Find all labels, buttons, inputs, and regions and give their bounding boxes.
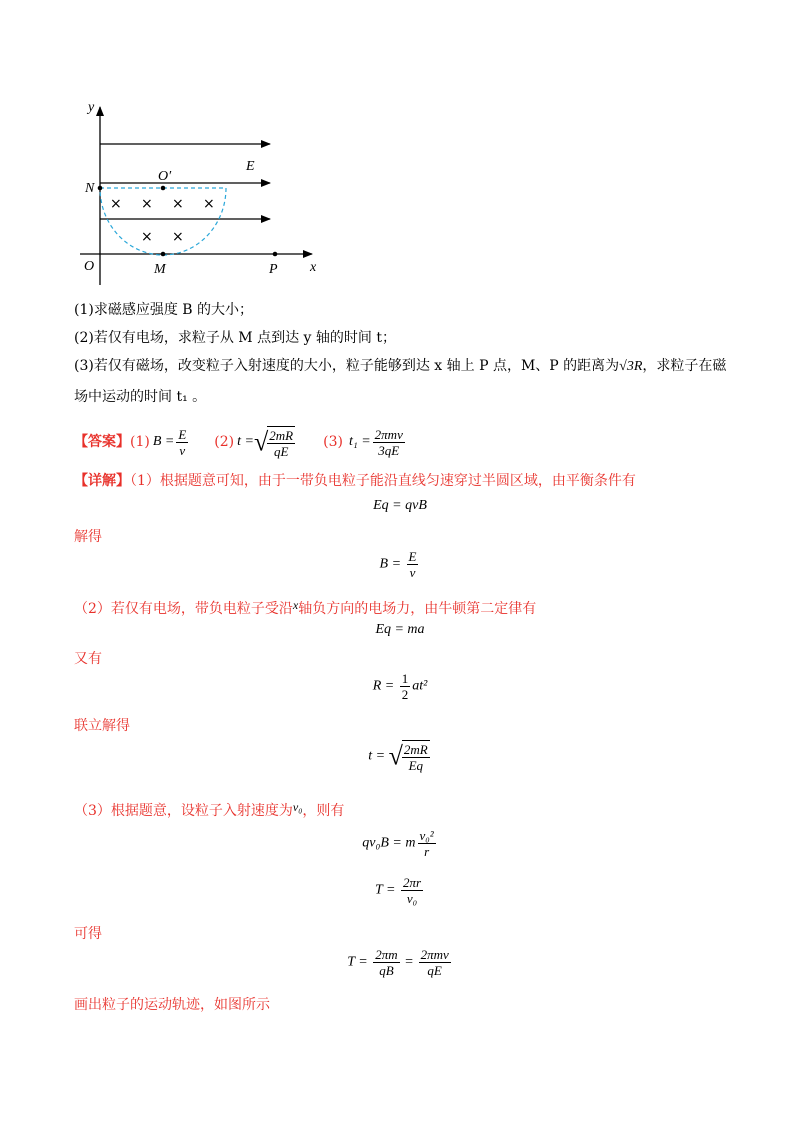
physics-diagram: [70, 95, 330, 290]
solution-step-1: （1）根据题意可知，由于一带负电粒子能沿直线匀速穿过半圆区域，由平衡条件有: [130, 473, 636, 489]
solution-line-1: [74, 471, 636, 491]
question-3-text-end: ，求粒子在磁: [642, 358, 727, 374]
equation-lhs: T =: [374, 882, 396, 898]
answer-2-tag: (2): [214, 434, 235, 450]
field-cross: ×: [141, 229, 153, 245]
text-youyou: 又有: [74, 651, 102, 667]
field-cross: ×: [172, 196, 184, 212]
equation-8: [0, 947, 800, 978]
solution-step-3-text-end: ，则有: [302, 803, 345, 819]
text-jiede: 解得: [74, 529, 102, 545]
equation-lhs: T =: [347, 954, 368, 970]
answer-1-lhs: B =: [152, 434, 175, 449]
equation-lhs: B =: [379, 556, 402, 572]
field-cross: ×: [110, 196, 122, 212]
label-M: M: [154, 262, 166, 277]
equals-sign: =: [405, 954, 414, 970]
solution-step-3-text: （3）根据题意，设粒子入射速度为: [74, 803, 293, 819]
question-3-text: (3)若仅有磁场，改变粒子入射速度的大小，粒子能够到达 x 轴上 P 点，M、P 的距离为: [74, 358, 620, 374]
answer-1-tag: (1): [130, 434, 150, 450]
fraction-numerator: 2πm: [375, 947, 398, 962]
sqrt3R: √3R: [619, 359, 643, 374]
solution-step-3: [74, 797, 344, 821]
text-lianli: 联立解得: [74, 718, 130, 734]
equation-rhs: at²: [412, 678, 428, 694]
equation-4: [0, 671, 800, 702]
fraction-denominator: v: [409, 565, 416, 580]
fraction-denominator: Eq: [408, 758, 424, 773]
point-M-dot: [161, 252, 166, 257]
question-3-line1: [74, 356, 726, 377]
label-x: x: [310, 260, 317, 275]
answer-3-fraction: [373, 427, 405, 458]
fraction-numerator: v₀²: [419, 828, 434, 843]
answer-3-lhs: t₁ =: [348, 434, 371, 449]
fraction-numerator: E: [178, 426, 187, 442]
equation-lhs: qv₀B = m: [362, 835, 416, 851]
question-1: (1)求磁感应强度 B 的大小；: [74, 302, 254, 318]
fraction-denominator: 3qE: [378, 442, 400, 458]
x-symbol: x: [292, 598, 299, 612]
equation-1: Eq = qvB: [373, 498, 427, 513]
equation-lhs: t =: [368, 748, 386, 764]
fraction-numerator: 2πmv: [420, 947, 449, 962]
fraction-denominator: qB: [379, 963, 394, 978]
fraction-numerator: 2mR: [403, 742, 428, 757]
label-P: P: [269, 262, 278, 277]
solution-step-2: [74, 595, 536, 619]
fraction-denominator: r: [424, 844, 430, 859]
equation-7: [0, 875, 800, 906]
equation-lhs: R =: [372, 678, 395, 694]
question-3-line2: 场中运动的时间 t₁ 。: [74, 389, 207, 405]
label-N: N: [85, 181, 95, 196]
text-kede: 可得: [74, 926, 102, 942]
text-huachu: 画出粒子的运动轨迹，如图所示: [74, 997, 270, 1013]
equation-6: [0, 828, 800, 859]
fraction-denominator: 2: [401, 687, 409, 702]
label-E: E: [246, 159, 255, 174]
fraction-numerator: 2mR: [269, 427, 294, 443]
equation-5: [0, 740, 800, 773]
point-N-dot: [98, 186, 103, 191]
field-cross: ×: [172, 229, 184, 245]
field-cross: ×: [203, 196, 215, 212]
equation-3: Eq = ma: [375, 622, 425, 637]
answer-2-lhs: t =: [237, 434, 254, 449]
v0-symbol: v₀: [292, 800, 303, 814]
fraction-numerator: 2πmv: [374, 426, 403, 442]
fraction-numerator: 2πr: [402, 875, 422, 890]
solution-label: 【详解】: [74, 473, 130, 489]
fraction-denominator: qE: [273, 443, 289, 459]
fraction-numerator: 1: [401, 671, 409, 686]
solution-step-2-text-end: 轴负方向的电场力，由牛顿第二定律有: [298, 601, 537, 617]
label-y: y: [88, 100, 95, 115]
equation-2: [0, 549, 800, 580]
label-O: O: [84, 259, 95, 274]
answer-2-sqrt: [254, 426, 297, 459]
radical-sign: √: [388, 741, 403, 771]
solution-step-2-text: （2）若仅有电场，带负电粒子受沿: [74, 601, 293, 617]
label-O-prime: O′: [158, 169, 172, 184]
radical-sign: √: [253, 427, 269, 456]
answer-row: [74, 427, 407, 457]
answer-label: 【答案】: [74, 434, 130, 450]
answer-1-fraction: [176, 427, 188, 458]
answer-3-tag: (3): [323, 434, 343, 450]
point-O-prime-dot: [161, 186, 166, 191]
fraction-numerator: E: [408, 549, 417, 564]
point-P-dot: [273, 252, 278, 257]
field-cross: ×: [141, 196, 153, 212]
question-2: (2)若仅有电场，求粒子从 M 点到达 y 轴的时间 t；: [74, 330, 396, 346]
fraction-denominator: v: [179, 442, 186, 458]
fraction-denominator: v₀: [406, 891, 418, 906]
fraction-denominator: qE: [427, 963, 442, 978]
